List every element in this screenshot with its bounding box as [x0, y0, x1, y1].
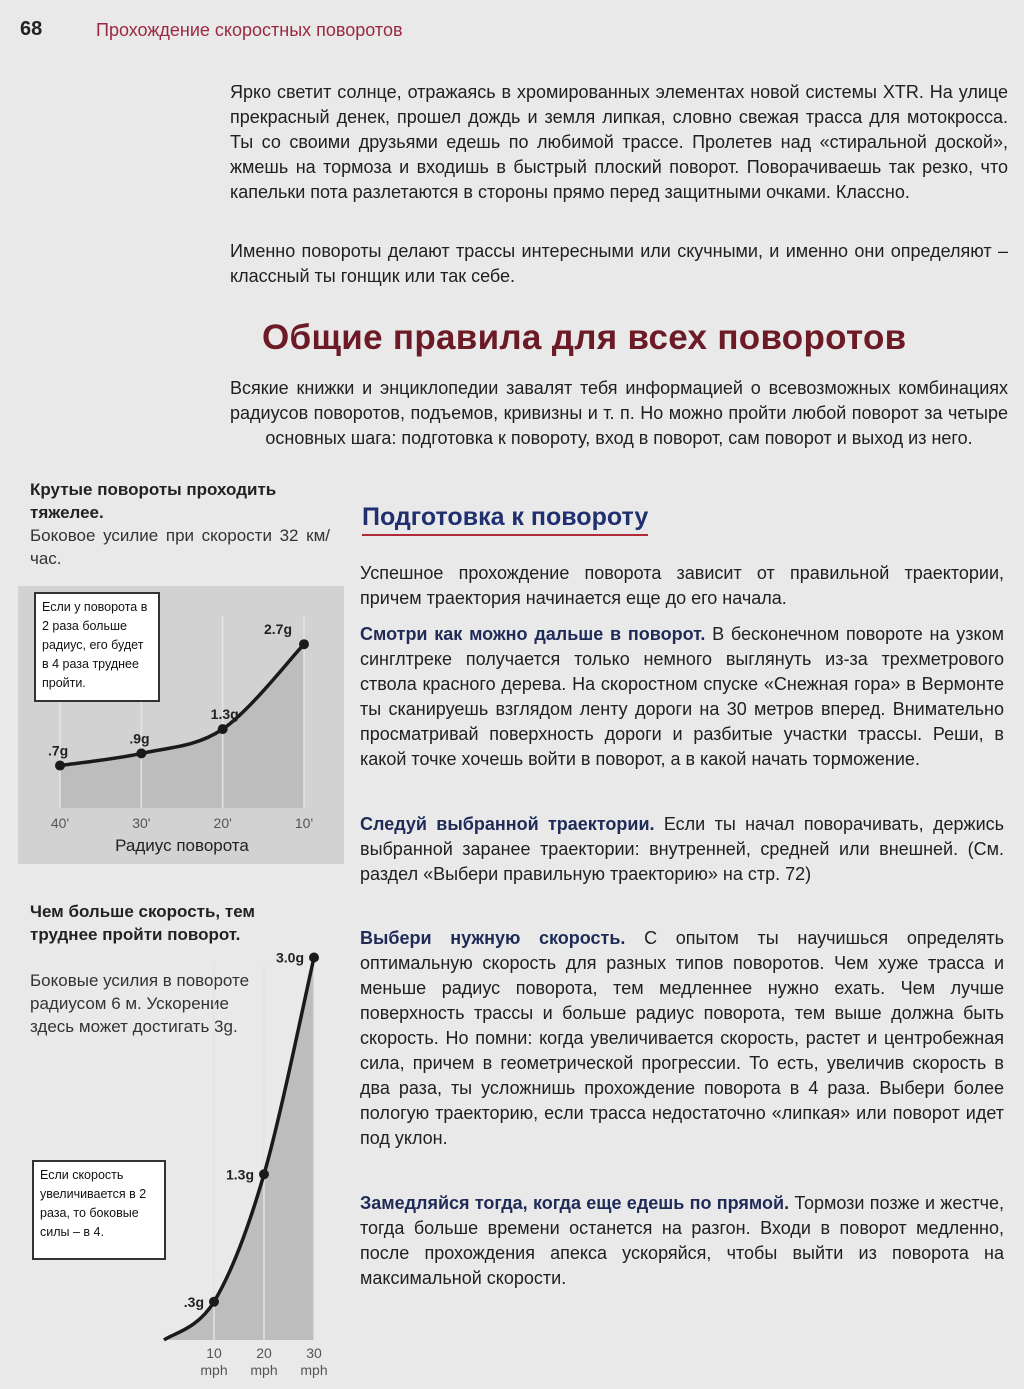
chart1-title: Крутые повороты проходить тяжелее. — [30, 480, 277, 522]
chart1-point-label: .9g — [129, 730, 150, 747]
chart1-tick-label: 20' — [213, 815, 232, 831]
chart2-point-label: .3g — [183, 1293, 204, 1310]
chart1-tick-label: 30' — [132, 815, 151, 831]
chart2-tick-label: 10 — [206, 1345, 222, 1361]
chart2-point — [259, 1169, 269, 1179]
section-intro: Всякие книжки и энциклопедии завалят тебя информацией о всевозможных комбинациях радиусов поворотов, подъемов, кривизны и т. п. Но можно пройти любой поворот за четыре основных шага: подготовка к повороту, вход в поворот, сам поворот и выход из него. — [230, 378, 1008, 448]
subsection-lead: Успешное прохождение поворота зависит от правильной траектории, причем траектория начинается еще до его начала. — [360, 563, 1004, 608]
tip-follow-line — [360, 812, 1004, 887]
intro-paragraph-1: Ярко светит солнце, отражаясь в хромированных элементах новой системы XTR. На улице прекрасный денек, прошел дождь и земля липкая, словно свежая трасса для мотокросса. Ты со своими друзьями едешь по любимой трассе. Пролетев над «стиральной доской», жмешь на тормоза и входишь в быстрый плоский поворот. Поворачиваешь так резко, что капельки пота разлетаются в стороны прямо перед защитными очками. Классно. — [230, 82, 1008, 202]
tip-follow-line-text: Если ты начал поворачивать, держись выбранной заранее траектории: внутренней, средней или внешней. (См. раздел «Выбери правильную траекторию» на стр. 72) — [360, 814, 1005, 884]
chart2-caption: Боковые усилия в повороте радиусом 6 м. Ускорение здесь может достигать 3g. — [30, 971, 250, 1036]
subsection-title: Подготовка к повороту — [362, 503, 648, 536]
tip-brake-straight-heading: Замедляйся тогда, когда еще едешь по прямой. — [360, 1193, 790, 1213]
chart2-tick-label: 20 — [256, 1345, 272, 1361]
tip-look-ahead-text: В бесконечном повороте на узком синглтреке получается только немного выглянуть из-за трехметрового ствола красного дерева. На скоростном спуске «Снежная гора» в Вермонте ты сканируешь взглядом ленту дороги на 30 метров вперед. Внимательно просматривай поверхность дороги и разбитые участки трассы. Реши, в какой точке хочешь войти в поворот, а в какой начать торможение. — [360, 624, 1005, 769]
chart1-point-label: .7g — [48, 742, 69, 759]
chart1-xlabel: Радиус поворота — [115, 836, 249, 855]
chart1-point-label: 2.7g — [263, 621, 292, 638]
intro-paragraph-2: Именно повороты делают трассы интересными или скучными, и именно они определяют – классный ты гонщик или так себе. — [230, 241, 1008, 286]
chart2-point-label: 3.0g — [275, 949, 304, 966]
page-number: 68 — [20, 18, 43, 40]
chart1-point — [55, 761, 65, 771]
tip-choose-speed-text: С опытом ты научишься определять оптимальную скорость для разных типов поворотов. Чем хуже трасса и меньше радиус поворота, тем медленнее нужно ехать. Чем лучше поверхность трассы и больше радиус поворота, тем выше должна быть скорость. Но помни: когда увеличивается скорость, растет и центробежная сила, причем в геометрической прогрессии. То есть, увеличив скорость в два раза, ты усложнишь прохождение поворота в 4 раза. Выбери более пологую траекторию, если трасса недостаточно «липкая» или поворот идет под уклон. — [360, 928, 1004, 1148]
chart2-tick-unit: mph — [200, 1362, 228, 1378]
chart1-point — [218, 724, 228, 734]
chart2-panel — [18, 918, 344, 1384]
chart2-tick-unit: mph — [250, 1362, 278, 1378]
chart1-point — [136, 748, 146, 758]
chart2-area — [164, 958, 314, 1341]
chart2-tick-label: 30 — [306, 1345, 322, 1361]
tip-look-ahead-heading: Смотри как можно дальше в поворот. — [360, 624, 706, 644]
chart2-point — [309, 953, 319, 963]
tip-brake-straight — [360, 1191, 1004, 1291]
chart1-point — [299, 639, 309, 649]
chart2-tick-unit: mph — [300, 1362, 328, 1378]
chart1-point-label: 1.3g — [210, 706, 239, 723]
tip-brake-straight-text: Тормози позже и жестче, тогда больше времени останется на разгон. Входи в поворот медленно, после прохождения апекса ускоряйся, чтобы выйти из поворота на максимальной скорости. — [360, 1193, 1004, 1288]
chart1-caption: Боковое усилие при скорости 32 км/час. — [30, 526, 330, 568]
section-title: Общие правила для всех поворотов — [262, 318, 907, 357]
chart1-callout: Если у поворота в 2 раза больше радиус, его будет в 4 раза труднее пройти. — [34, 592, 160, 702]
chart2-title: Чем больше скорость, тем труднее пройти поворот. — [30, 902, 256, 944]
tip-choose-speed — [360, 926, 1004, 1151]
tip-choose-speed-heading: Выбери нужную скорость. — [360, 928, 626, 948]
running-title: Прохождение скоростных поворотов — [96, 20, 403, 40]
chart2-point-label: 1.3g — [225, 1166, 254, 1183]
chart2-plot — [18, 918, 344, 1384]
chart1-tick-label: 10' — [294, 815, 314, 831]
tip-look-ahead — [360, 622, 1004, 772]
chart2-callout: Если скорость увеличивается в 2 раза, то боковые силы – в 4. — [32, 1160, 166, 1260]
chart1-tick-label: 40' — [50, 815, 70, 831]
chart2-point — [209, 1297, 219, 1307]
tip-follow-line-heading: Следуй выбранной траектории. — [360, 814, 655, 834]
